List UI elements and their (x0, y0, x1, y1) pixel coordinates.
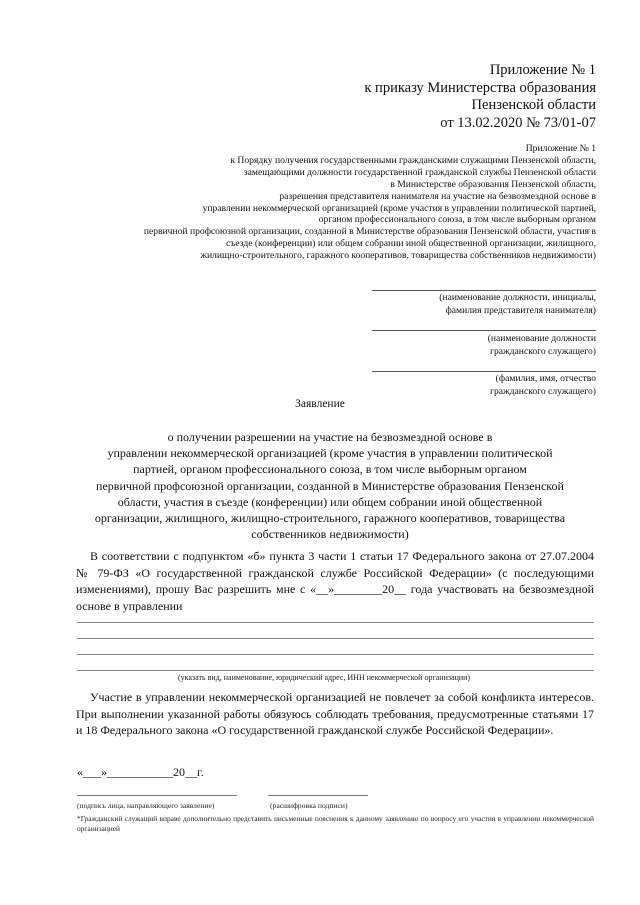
signature-decoding-caption: (расшифровка подписи) (270, 801, 348, 810)
fullname-caption (366, 373, 596, 399)
position-caption (366, 333, 596, 359)
procedure-appendix-line: Приложение № 1 (525, 143, 596, 154)
procedure-appendix-line: замещающими должности государственной гражданской службы Пензенской области (243, 166, 596, 178)
subject-line: собственников недвижимости) (251, 527, 409, 542)
organization-fill-line[interactable] (77, 622, 594, 623)
signature-caption: (подпись лица, направляющего заявление) (77, 801, 215, 810)
signature-decoding-line[interactable] (268, 795, 368, 796)
appendix-order-date: от 13.02.2020 № 73/01-07 (440, 114, 596, 131)
application-date[interactable]: «___»___________20__г. (77, 765, 204, 779)
document-title: Заявление (295, 398, 345, 410)
subject-line: первичной профсоюзной организации, созданной в Министерстве образования Пензенской (96, 478, 564, 493)
procedure-appendix-header (126, 143, 596, 262)
procedure-appendix-line: к Порядку получения государственными гражданскими служащими Пензенской области, (230, 154, 596, 166)
subject-line: организации, жилищного, жилищно-строительного, гаражного кооперативов, товарищества (94, 511, 566, 526)
appendix-region: Пензенской области (471, 97, 596, 114)
procedure-appendix-line: съезде (конференции) или общем собрании иной общественной организации, жилищного, (226, 238, 596, 250)
appendix-number: Приложение № 1 (489, 62, 596, 78)
appendix-order-ref: к приказу Министерства образования (364, 79, 596, 96)
employer-fill-line[interactable] (372, 290, 596, 291)
appendix-header (276, 62, 596, 132)
position-caption-line: (наименование должности (487, 333, 596, 344)
organization-fill-line[interactable] (77, 670, 594, 671)
footnote: *Гражданский служащий вправе дополнительно представить письменные пояснения к данному заявлению по вопросу его участия в управлении некоммерческой организацией (77, 814, 594, 833)
subject-line: управлении некоммерческой организацией (кроме участия в управлении политической (107, 446, 553, 461)
organization-fill-line[interactable] (77, 638, 594, 639)
procedure-appendix-line: органом профессионального союза, в том числе выборным органом (318, 214, 596, 226)
subject-line: области, участия в съезде (конференции) или общем собрании иной общественной (117, 494, 543, 509)
request-text: В соответствии с подпунктом «б» пункта 3 части 1 статьи 17 Федерального закона от 27.07.2004 № 79-ФЗ «О государственной гражданской службе Российской Федерации» (с последующими изменениями), прошу Вас разрешить мне с «__»________20__ года участвовать на безвозмездной основе в управлении (76, 549, 594, 613)
fullname-caption-line: (фамилия, имя, отчество (495, 373, 596, 384)
application-subject (70, 429, 590, 542)
conflict-paragraph (76, 689, 594, 739)
request-paragraph (76, 548, 594, 614)
employer-caption (366, 292, 596, 318)
position-caption-line: гражданского служащего) (490, 345, 596, 357)
subject-line: о получении разрешении на участие на безвозмездной основе в (167, 430, 493, 444)
procedure-appendix-line: разрешения представителя нанимателя на участие на безвозмездной основе в (279, 190, 596, 202)
signature-line[interactable] (77, 795, 237, 796)
procedure-appendix-line: в Министерстве образования Пензенской области, (390, 178, 596, 190)
organization-caption: (указать вид, наименование, юридический адрес, ИНН некоммерческой организации) (178, 673, 471, 682)
employer-caption-line: (наименование должности, инициалы, (439, 292, 596, 303)
procedure-appendix-line: жилищно-строительного, гаражного кооперативов, товарищества собственников недвижимости) (200, 250, 596, 262)
subject-line: партией, органом профессионального союза, в том числе выборным органом (133, 462, 527, 477)
fullname-caption-line: гражданского служащего) (490, 385, 596, 397)
employer-caption-line: фамилия представителя нанимателя) (445, 304, 596, 316)
fullname-fill-line[interactable] (372, 371, 596, 372)
procedure-appendix-line: первичной профсоюзной организации, созданной в Министерстве образования Пензенской области, участия в (143, 226, 596, 238)
organization-fill-line[interactable] (77, 654, 594, 655)
position-fill-line[interactable] (372, 330, 596, 331)
procedure-appendix-line: управлении некоммерческой организацией (кроме участия в управлении политической партией, (202, 202, 596, 214)
conflict-text: Участие в управлении некоммерческой организацией не повлечет за собой конфликта интересов. При выполнении указанной работы обязуюсь соблюдать требования, предусмотренные статьями 17 и 18 Федерального закона «О государственной гражданской службе Российской Федерации». (76, 690, 594, 738)
